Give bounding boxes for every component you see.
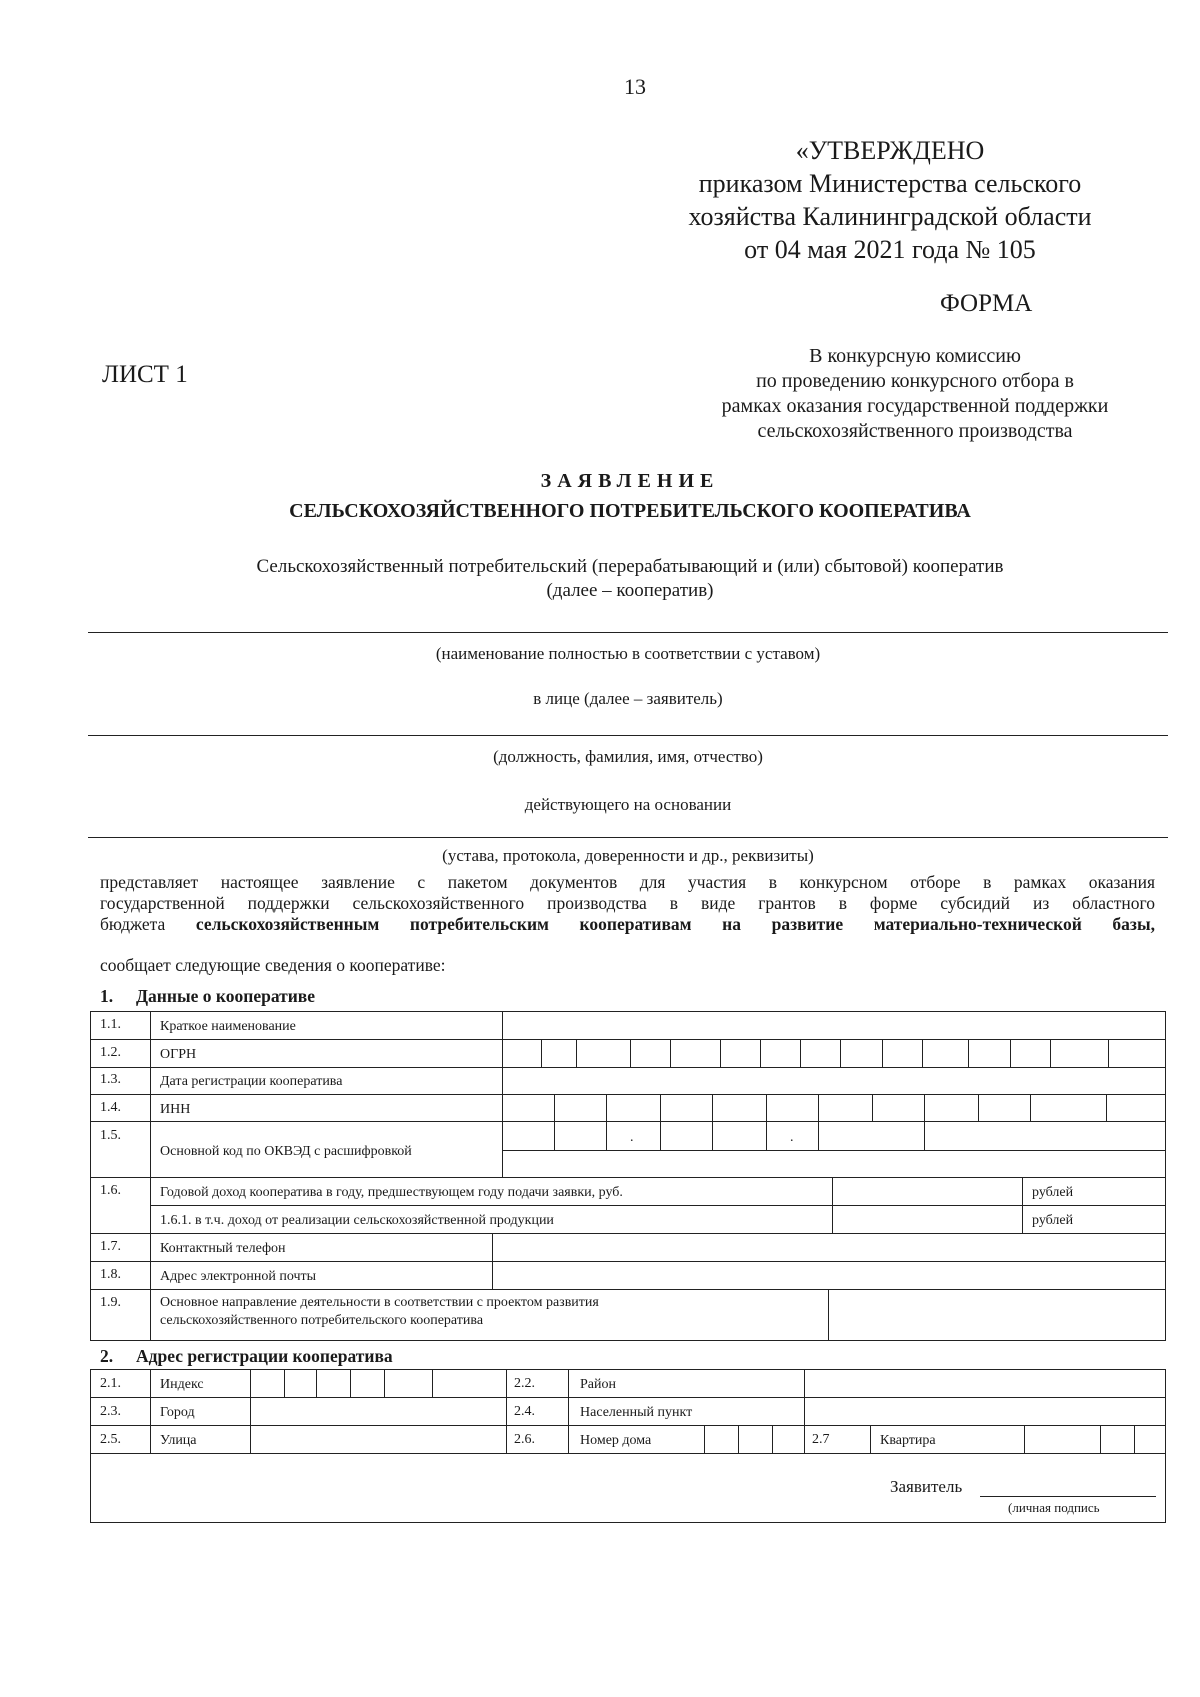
inn-cell-divider: [978, 1094, 979, 1121]
statement-text: [100, 872, 1155, 935]
signature-caption: (личная подпись: [1008, 1500, 1100, 1515]
approval-line: приказом Министерства сельского: [698, 169, 1082, 198]
section-2-heading: [100, 1346, 393, 1367]
addressee-block: [695, 344, 1135, 444]
ogrn-cell-divider: [576, 1039, 577, 1067]
ogrn-cell-divider: [720, 1039, 721, 1067]
ogrn-cell-divider: [541, 1039, 542, 1067]
table-row-divider: [90, 1425, 1166, 1426]
cooperative-data-table: [90, 1011, 1166, 1341]
statement-line: государственной поддержки сельскохозяйственного производства в виде грантов в форме субсидий из областного: [100, 893, 1155, 913]
row-label: Основное направление деятельности в соответствии с проектом развития: [160, 1295, 599, 1310]
value-column-divider: [804, 1369, 805, 1425]
row-label: Индекс: [160, 1377, 204, 1392]
table-row-divider: [90, 1289, 1166, 1290]
row-label: Краткое наименование: [160, 1019, 296, 1034]
approval-line: «УТВЕРЖДЕНО: [795, 136, 985, 165]
label-column-divider: [502, 1011, 503, 1177]
statement-line: представляет настоящее заявление с пакетом документов для участия в конкурсном отборе в рамках оказания: [100, 872, 1155, 892]
okved-separator-dot: .: [790, 1130, 794, 1145]
row-label: Основной код по ОКВЭД с расшифровкой: [160, 1144, 412, 1159]
ogrn-cell-divider: [968, 1039, 969, 1067]
row-label: Годовой доход кооператива в году, предшествующем году подачи заявки, руб.: [160, 1185, 623, 1200]
inn-cell-divider: [1030, 1094, 1031, 1121]
table-row-divider: [90, 1039, 1166, 1040]
row-number: 2.1.: [100, 1376, 121, 1391]
okved-cell-divider: [606, 1121, 607, 1150]
row-label: Город: [160, 1405, 195, 1420]
section-title: Данные о кооперативе: [136, 986, 316, 1006]
represented-by-label: в лице (далее – заявитель): [533, 689, 723, 708]
row-number: 1.5.: [100, 1128, 121, 1143]
number-column-divider: [150, 1011, 151, 1341]
statement-line: [100, 914, 1155, 935]
inn-cell-divider: [660, 1094, 661, 1121]
page-number: 13: [624, 74, 646, 99]
inn-cell-divider: [554, 1094, 555, 1121]
addressee-line: В конкурсную комиссию: [809, 345, 1021, 367]
row-label: ИНН: [160, 1102, 191, 1117]
table-row-divider: [90, 1233, 1166, 1234]
signature-line[interactable]: [980, 1496, 1156, 1497]
apartment-number-divider: [870, 1425, 871, 1453]
document-title: [90, 466, 1170, 526]
approval-line: от 04 мая 2021 года № 105: [744, 235, 1036, 264]
inn-cell-divider: [924, 1094, 925, 1121]
inn-cell-divider: [766, 1094, 767, 1121]
row-number: 2.7: [812, 1432, 830, 1447]
sheet-label: ЛИСТ 1: [102, 361, 188, 388]
table-row-divider: [90, 1453, 1166, 1454]
ogrn-cell-divider: [882, 1039, 883, 1067]
house-cell-divider: [804, 1425, 805, 1453]
ogrn-cell-divider: [840, 1039, 841, 1067]
row-label: Дата регистрации кооператива: [160, 1074, 343, 1089]
ogrn-cell-divider: [922, 1039, 923, 1067]
index-cell-divider: [384, 1369, 385, 1397]
row-number: 1.2.: [100, 1045, 121, 1060]
name-fill-line[interactable]: [88, 632, 1168, 633]
table-row-divider: [150, 1205, 1166, 1206]
applicant-label: Заявитель: [890, 1477, 963, 1496]
ogrn-cell-divider: [1050, 1039, 1051, 1067]
index-cell-divider: [284, 1369, 285, 1397]
unit-label: рублей: [1032, 1213, 1074, 1228]
table-row-divider: [90, 1121, 1166, 1122]
position-caption: (должность, фамилия, имя, отчество): [493, 747, 763, 766]
table-row-divider: [90, 1397, 1166, 1398]
name-caption: (наименование полностью в соответствии с уставом): [435, 644, 821, 663]
addressee-line: сельскохозяйственного производства: [757, 420, 1073, 442]
row-number: 1.7.: [100, 1239, 121, 1254]
ogrn-cell-divider: [630, 1039, 631, 1067]
row-number: 1.1.: [100, 1017, 121, 1032]
okved-cell-divider: [924, 1121, 925, 1150]
index-cell-divider: [350, 1369, 351, 1397]
inn-cell-divider: [606, 1094, 607, 1121]
ogrn-cell-divider: [760, 1039, 761, 1067]
ogrn-cell-divider: [1108, 1039, 1109, 1067]
intro-line: (далее – кооператив): [546, 580, 714, 601]
inn-cell-divider: [712, 1094, 713, 1121]
unit-column-divider: [1022, 1177, 1023, 1233]
addressee-line: по проведению конкурсного отбора в: [756, 370, 1074, 392]
okved-cell-divider: [766, 1121, 767, 1150]
house-cell-divider: [772, 1425, 773, 1453]
index-cell-divider: [432, 1369, 433, 1397]
row-label: Район: [580, 1377, 616, 1392]
inn-cell-divider: [818, 1094, 819, 1121]
form-label: ФОРМА: [940, 290, 1033, 317]
section-number: 1.: [100, 986, 114, 1006]
okved-cell-divider: [660, 1121, 661, 1150]
row-label: Населенный пункт: [580, 1405, 693, 1420]
okved-cell-divider: [818, 1121, 819, 1150]
addressee-line: рамках оказания государственной поддержки: [721, 395, 1109, 417]
ogrn-cell-divider: [800, 1039, 801, 1067]
row-label: Улица: [160, 1433, 197, 1448]
index-cell-divider: [316, 1369, 317, 1397]
title-line: ЗАЯВЛЕНИЕ: [540, 470, 720, 492]
row-label: 1.6.1. в т.ч. доход от реализации сельскохозяйственной продукции: [160, 1213, 554, 1228]
row-label: ОГРН: [160, 1047, 197, 1062]
table-row-divider: [90, 1177, 1166, 1178]
row-number: 1.3.: [100, 1072, 121, 1087]
intro-line: Сельскохозяйственный потребительский (перерабатывающий и (или) сбытовой) кооператив: [256, 556, 1004, 577]
ogrn-cell-divider: [1010, 1039, 1011, 1067]
section-title: Адрес регистрации кооператива: [136, 1346, 393, 1366]
mid-column-divider: [506, 1369, 507, 1453]
table-row-divider: [502, 1150, 1166, 1151]
statement-plain: бюджета: [100, 914, 196, 934]
row-number: 1.6.: [100, 1183, 121, 1198]
row-label: Квартира: [880, 1433, 936, 1448]
inn-cell-divider: [1106, 1094, 1107, 1121]
acting-basis-label: действующего на основании: [524, 795, 732, 814]
row-label: сельскохозяйственного потребительского кооператива: [160, 1313, 484, 1328]
label-column-divider: [250, 1369, 251, 1453]
row-number: 1.9.: [100, 1295, 121, 1310]
apartment-cell-divider: [1024, 1425, 1025, 1453]
statement-bold: сельскохозяйственным потребительским кооперативам на развитие материально-технической базы,: [195, 914, 1155, 934]
section-number: 2.: [100, 1346, 114, 1366]
table-row-divider: [90, 1094, 1166, 1095]
row-label: Номер дома: [580, 1433, 652, 1448]
approval-line: хозяйства Калининградской области: [688, 202, 1092, 231]
mid-number-divider: [568, 1369, 569, 1453]
house-cell-divider: [704, 1425, 705, 1453]
okved-separator-dot: .: [630, 1130, 634, 1145]
position-fill-line[interactable]: [88, 735, 1168, 736]
table-row-divider: [90, 1067, 1166, 1068]
statement-continuation: сообщает следующие сведения о кооперативе:: [100, 955, 446, 975]
house-cell-divider: [738, 1425, 739, 1453]
basis-caption: (устава, протокола, доверенности и др., реквизиты): [442, 846, 814, 865]
ogrn-cell-divider: [670, 1039, 671, 1067]
okved-cell-divider: [712, 1121, 713, 1150]
income-column-divider: [832, 1177, 833, 1233]
apartment-cell-divider: [1100, 1425, 1101, 1453]
section-1-heading: [100, 986, 315, 1007]
row-number: 2.2.: [514, 1376, 535, 1391]
unit-label: рублей: [1032, 1185, 1074, 1200]
approval-block: [660, 134, 1120, 266]
intro-text: [90, 555, 1170, 603]
row-label: Контактный телефон: [160, 1241, 286, 1256]
okved-cell-divider: [554, 1121, 555, 1150]
row-label: Адрес электронной почты: [160, 1269, 317, 1284]
row-number: 1.4.: [100, 1100, 121, 1115]
row-number: 2.5.: [100, 1432, 121, 1447]
row-number: 2.4.: [514, 1404, 535, 1419]
row-number: 1.8.: [100, 1267, 121, 1282]
basis-fill-line[interactable]: [88, 837, 1168, 838]
row-number: 2.3.: [100, 1404, 121, 1419]
apartment-cell-divider: [1134, 1425, 1135, 1453]
title-subline: СЕЛЬСКОХОЗЯЙСТВЕННОГО ПОТРЕБИТЕЛЬСКОГО КООПЕРАТИВА: [289, 500, 971, 522]
inn-cell-divider: [872, 1094, 873, 1121]
direction-column-divider: [828, 1289, 829, 1341]
contact-column-divider: [492, 1233, 493, 1289]
number-column-divider: [150, 1369, 151, 1453]
row-number: 2.6.: [514, 1432, 535, 1447]
table-row-divider: [90, 1261, 1166, 1262]
